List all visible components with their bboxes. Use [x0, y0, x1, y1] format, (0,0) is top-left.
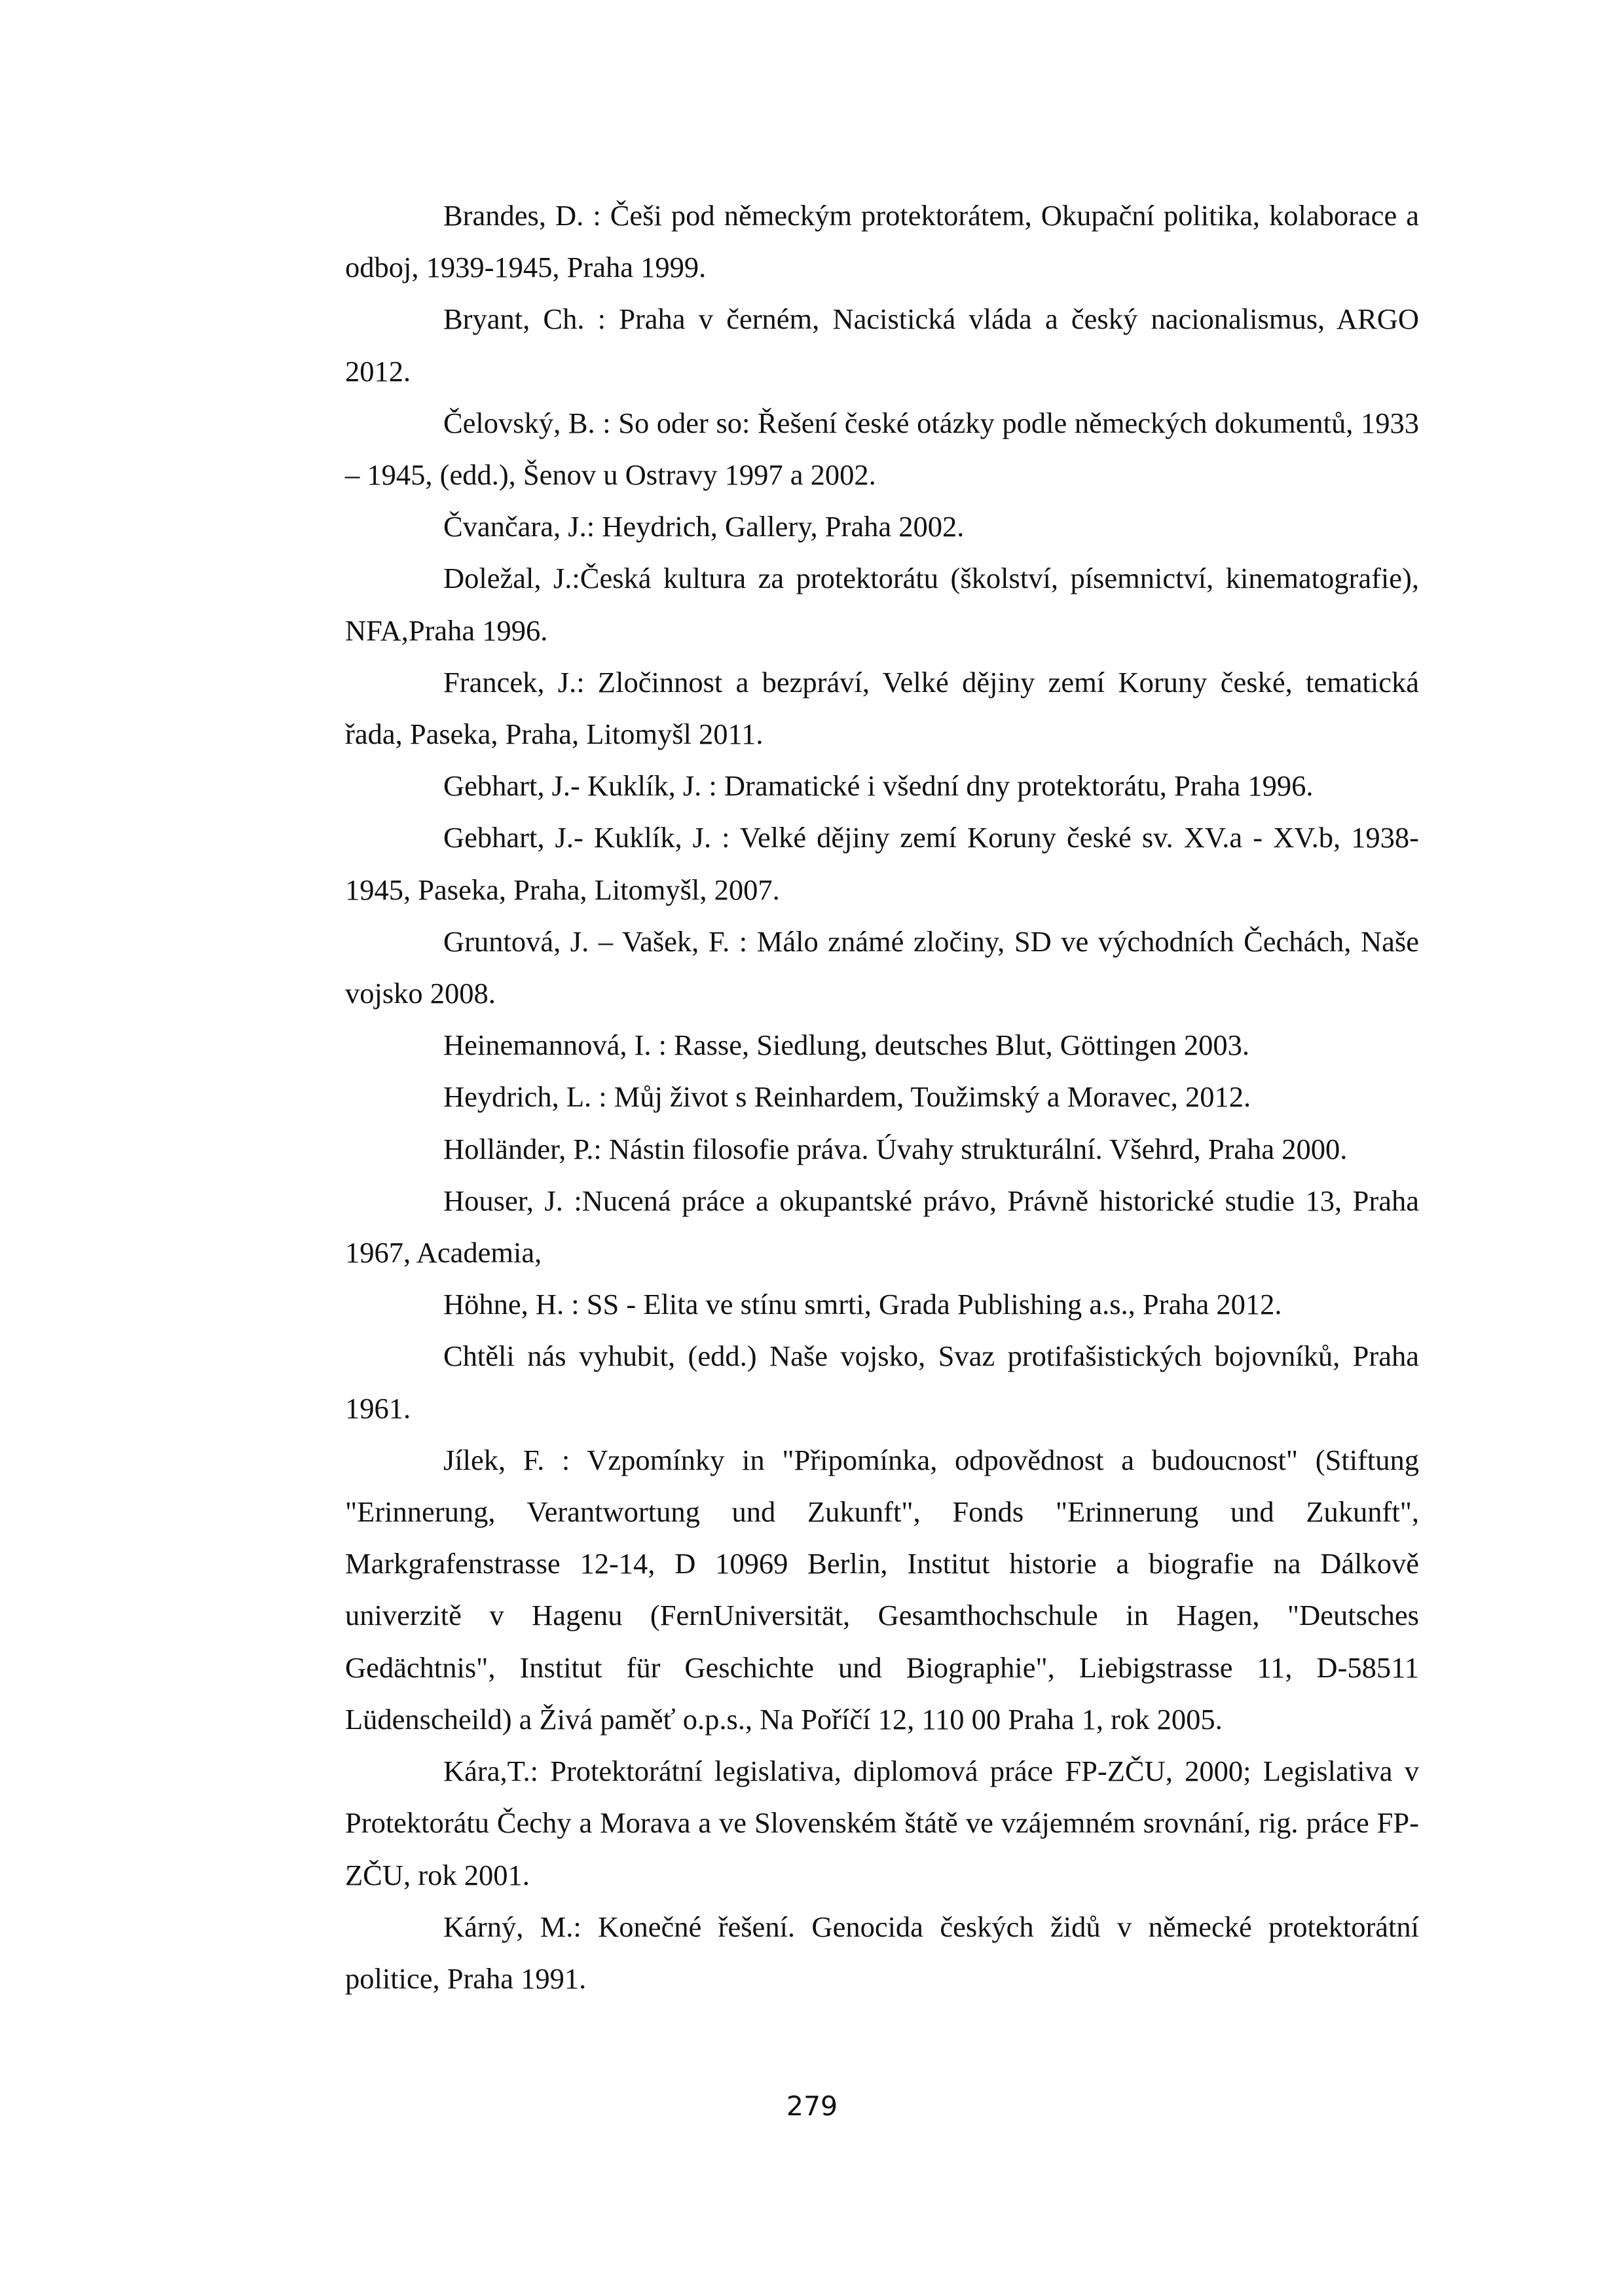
bibliography-entry: Holländer, P.: Nástin filosofie práva. Úvahy strukturální. Všehrd, Praha 2000. — [443, 1132, 1348, 1165]
bibliography-entry: Kára,T.: Protektorátní legislativa, diplomová práce FP-ZČU, 2000; Legislativa v Protektorátu Čechy a Morava a ve Slovenském štátě ve vzájemném srovnání, rig. práce FP-ZČU, rok 2001. — [345, 1755, 1419, 1891]
bibliography-entry: Gruntová, J. – Vašek, F. : Málo známé zločiny, SD ve východních Čechách, Naše vojsko 2008. — [345, 924, 1419, 1010]
bibliography-entry: Houser, J. :Nucená práce a okupantské právo, Právně historické studie 13, Praha 1967, Academia, — [345, 1184, 1419, 1269]
bibliography-entry: Heinemannová, I. : Rasse, Siedlung, deutsches Blut, Göttingen 2003. — [443, 1029, 1249, 1062]
bibliography-entry: Chtěli nás vyhubit, (edd.) Naše vojsko, Svaz protifašistických bojovníků, Praha 1961. — [345, 1339, 1419, 1425]
bibliography-entry: Jílek, F. : Vzpomínky in "Připomínka, odpovědnost a budoucnost" (Stiftung "Erinnerung, Verantwortung und Zukunft", Fonds "Erinnerung und Zukunft", Markgrafenstrasse 12-14, D 10969 Berlin, Institut historie a biografie na Dálkově univerzitě v Hagenu (FernUniversität, Gesamthochschule in Hagen, "Deutsches Gedächtnis", Institut für Geschichte und Biographie", Liebigstrasse 11, D-58511 Lüdenscheild) a Živá paměť o.p.s., Na Poříčí 12, 110 00 Praha 1, rok 2005. — [345, 1443, 1419, 1736]
bibliography-entry: Doležal, J.:Česká kultura za protektorátu (školství, písemnictví, kinematografie), NFA,Praha 1996. — [345, 562, 1419, 647]
bibliography-entry: Čvančara, J.: Heydrich, Gallery, Praha 2002. — [443, 510, 965, 543]
bibliography-entry: Čelovský, B. : So oder so: Řešení české otázky podle německých dokumentů, 1933 – 1945, (edd.), Šenov u Ostravy 1997 a 2002. — [345, 406, 1419, 492]
bibliography-entry: Brandes, D. : Češi pod německým protektorátem, Okupační politika, kolaborace a odboj, 1939-1945, Praha 1999. — [345, 199, 1419, 284]
bibliography-entry: Kárný, M.: Konečné řešení. Genocida českých židů v německé protektorátní politice, Praha 1991. — [345, 1910, 1419, 1995]
page-number: 279 — [786, 2090, 838, 2122]
bibliography-entry: Gebhart, J.- Kuklík, J. : Velké dějiny zemí Koruny české sv. XV.a - XV.b, 1938-1945, Paseka, Praha, Litomyšl, 2007. — [345, 821, 1419, 906]
bibliography-entry: Heydrich, L. : Můj život s Reinhardem, Toužimský a Moravec, 2012. — [443, 1080, 1251, 1114]
bibliography-list — [345, 190, 1419, 2005]
bibliography-entry: Bryant, Ch. : Praha v černém, Nacistická vláda a český nacionalismus, ARGO 2012. — [345, 302, 1419, 388]
bibliography-entry: Francek, J.: Zločinnost a bezpráví, Velké dějiny zemí Koruny české, tematická řada, Paseka, Praha, Litomyšl 2011. — [345, 665, 1419, 751]
bibliography-entry: Höhne, H. : SS - Elita ve stínu smrti, Grada Publishing a.s., Praha 2012. — [443, 1288, 1282, 1321]
bibliography-entry: Gebhart, J.- Kuklík, J. : Dramatické i všední dny protektorátu, Praha 1996. — [443, 769, 1314, 803]
